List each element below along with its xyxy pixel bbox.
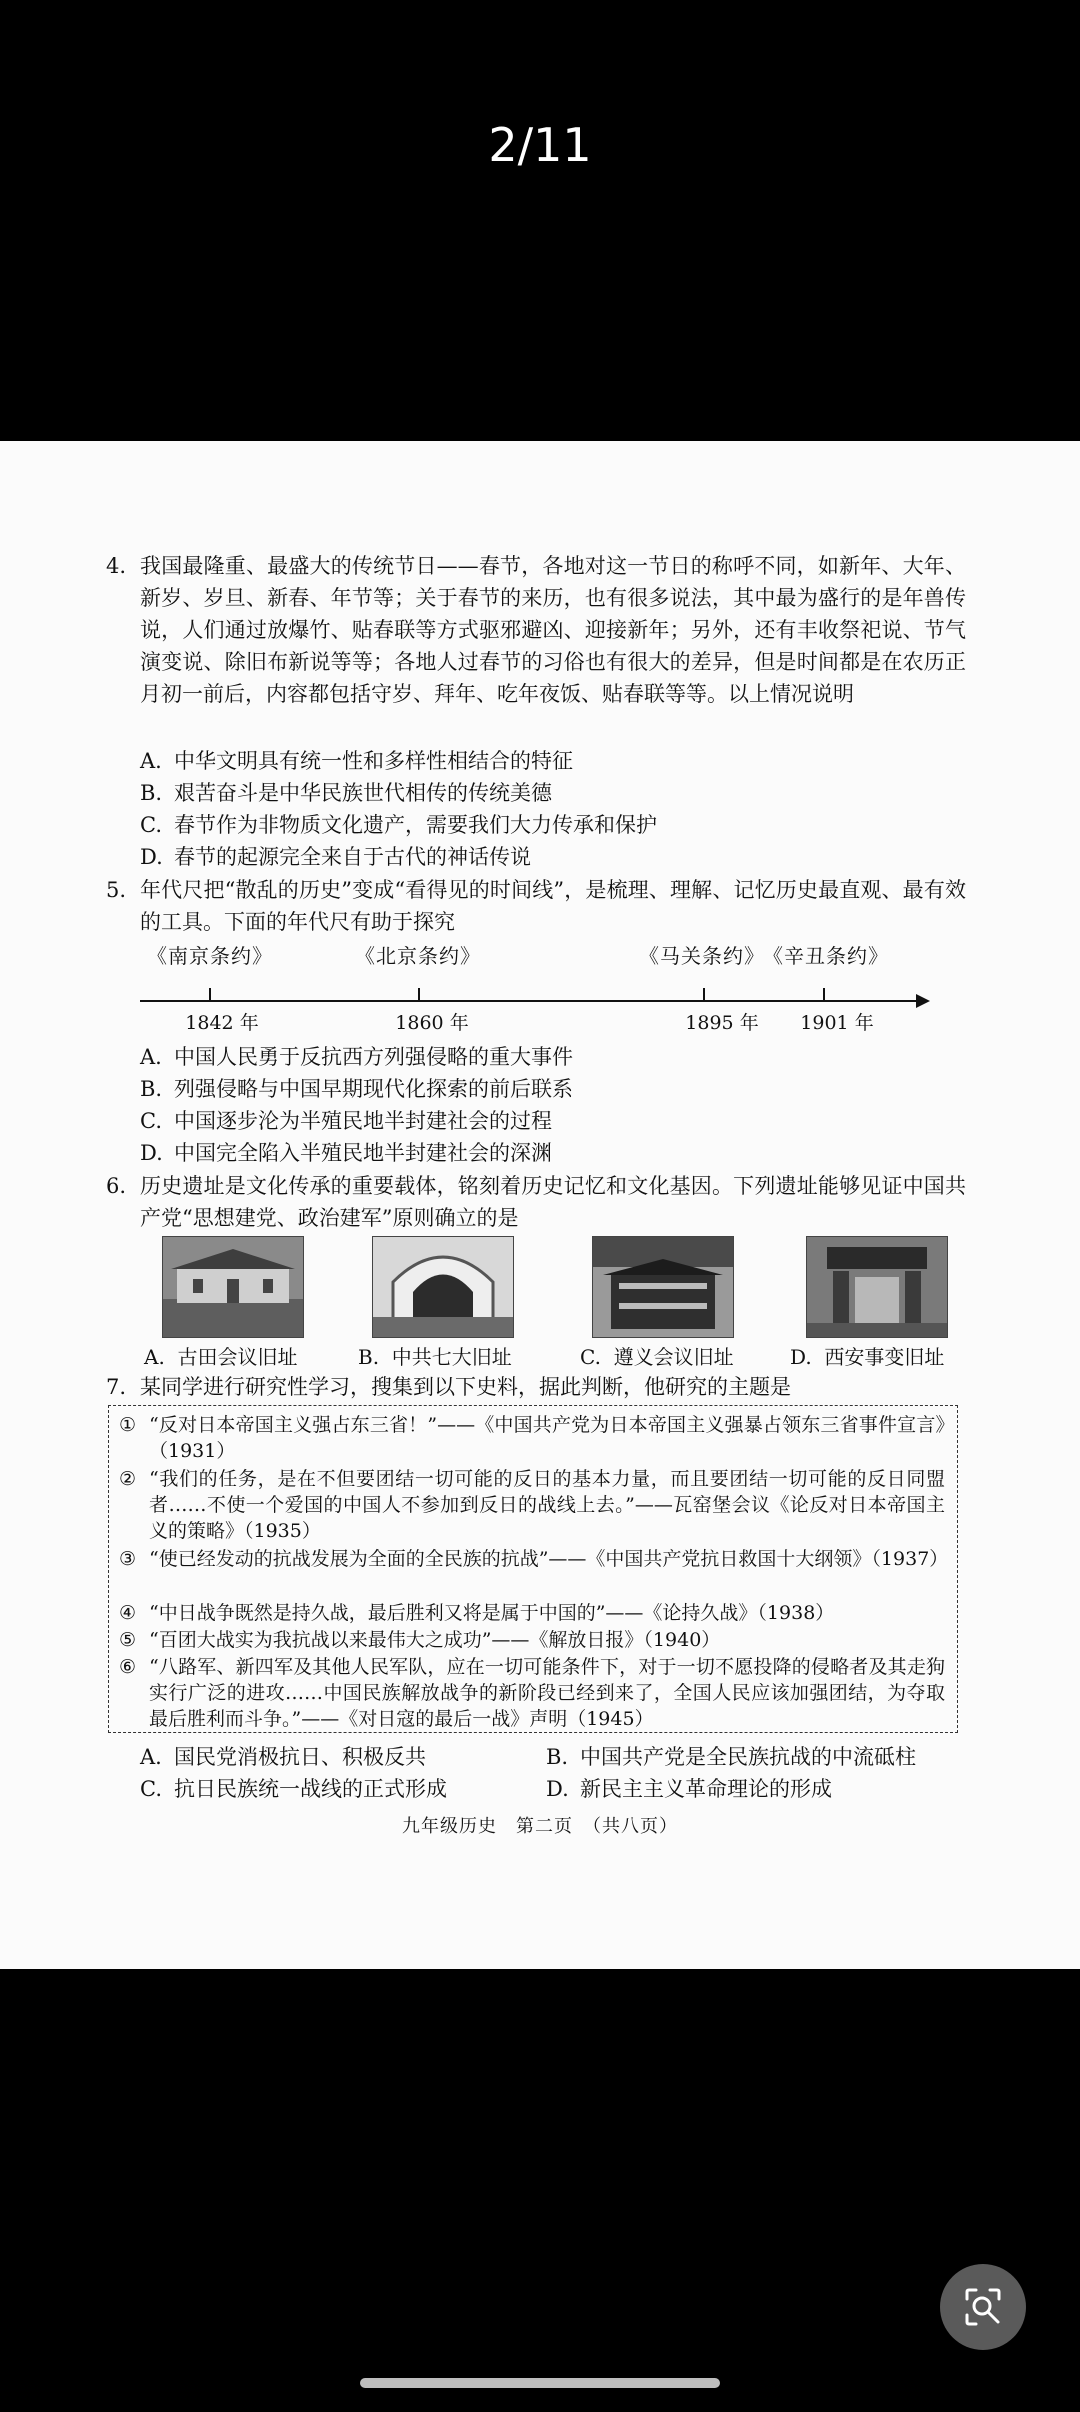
option-text: 艰苦奋斗是中华民族世代相传的传统美德 xyxy=(174,781,552,805)
q6-option-b[interactable] xyxy=(358,1341,512,1370)
image-search-icon xyxy=(940,2264,1026,2350)
question-5 xyxy=(106,874,966,938)
source-item xyxy=(119,1412,945,1464)
timeline-year-label: 1895 年 xyxy=(685,1012,759,1034)
q5-option-a[interactable] xyxy=(140,1041,573,1073)
q6-option-c[interactable] xyxy=(580,1341,734,1370)
timeline-year-label: 1901 年 xyxy=(800,1012,874,1034)
source-number: ③ xyxy=(119,1548,137,1570)
source-number: ⑥ xyxy=(119,1656,137,1678)
option-text: 中国共产党是全民族抗战的中流砥柱 xyxy=(580,1745,916,1769)
q5-option-b[interactable] xyxy=(140,1073,573,1105)
photo-zunyi-site xyxy=(592,1236,734,1338)
option-text: 遵义会议旧址 xyxy=(613,1345,734,1369)
exam-page xyxy=(0,441,1080,1969)
question-text: 我国最隆重、最盛大的传统节日——春节，各地对这一节日的称呼不同，如新年、大年、新岁、岁旦、新春、年节等；关于春节的来历，也有很多说法，其中最为盛行的是年兽传说，人们通过放爆竹、贴春联等方式驱邪避凶、迎接新年；另外，还有丰收祭祀说、节气演变说、除旧布新说等等；各地人过春节的习俗也有很大的差异，但是时间都是在农历正月初一前后，内容都包括守岁、拜年、吃年夜饭、贴春联等等。以上情况说明 xyxy=(140,554,966,706)
timeline-tick xyxy=(823,988,825,1001)
option-letter: D. xyxy=(546,1777,569,1801)
option-text: 春节作为非物质文化遗产，需要我们大力传承和保护 xyxy=(174,813,657,837)
question-4 xyxy=(106,550,966,710)
home-indicator[interactable] xyxy=(360,2378,720,2388)
option-letter: C. xyxy=(140,1777,162,1801)
photo-seventh-congress-site xyxy=(372,1236,514,1338)
source-text: “百团大战实为我抗战以来最伟大之成功”——《解放日报》（1940） xyxy=(149,1629,721,1651)
source-item xyxy=(119,1654,945,1732)
source-materials-box xyxy=(108,1405,958,1733)
source-number: ① xyxy=(119,1414,137,1436)
option-letter: C. xyxy=(140,1109,162,1133)
photo-xian-incident-site xyxy=(806,1236,948,1338)
question-number: 6. xyxy=(106,1174,127,1198)
source-text: “使已经发动的抗战发展为全面的全民族的抗战”——《中国共产党抗日救国十大纲领》（1937） xyxy=(149,1548,949,1570)
option-letter: B. xyxy=(140,1077,163,1101)
source-number: ④ xyxy=(119,1602,137,1624)
timeline-treaty-label: 《辛丑条约》 xyxy=(763,944,889,968)
source-item xyxy=(119,1600,945,1626)
option-text: 中华文明具有统一性和多样性相结合的特征 xyxy=(174,749,573,773)
option-text: 古田会议旧址 xyxy=(177,1345,298,1369)
timeline-year-label: 1860 年 xyxy=(395,1012,469,1034)
page-footer: 九年级历史 第二页 （共八页） xyxy=(402,1816,678,1837)
q6-option-a[interactable] xyxy=(144,1341,298,1370)
q4-option-b[interactable] xyxy=(140,777,552,809)
timeline-axis xyxy=(140,1000,920,1002)
q5-option-c[interactable] xyxy=(140,1105,552,1137)
option-text: 西安事变旧址 xyxy=(824,1345,945,1369)
question-text: 历史遗址是文化传承的重要载体，铭刻着历史记忆和文化基因。下列遗址能够见证中国共产党“思想建党、政治建军”原则确立的是 xyxy=(140,1174,966,1230)
source-number: ⑤ xyxy=(119,1629,137,1651)
timeline-treaty-label: 《北京条约》 xyxy=(355,944,481,968)
timeline xyxy=(136,940,936,1034)
option-letter: A. xyxy=(140,1045,162,1069)
timeline-treaty-label: 《南京条约》 xyxy=(147,944,273,968)
source-text: “我们的任务，是在不但要团结一切可能的反日的基本力量，而且要团结一切可能的反日同盟者……不使一个爱国的中国人不参加到反日的战线上去。”——瓦窑堡会议《论反对日本帝国主义的策略》（1935） xyxy=(149,1468,945,1542)
source-item xyxy=(119,1627,945,1653)
question-7 xyxy=(106,1371,966,1403)
q7-option-d[interactable] xyxy=(546,1773,832,1805)
option-letter: B. xyxy=(358,1345,380,1369)
q4-option-a[interactable] xyxy=(140,745,573,777)
question-number: 7. xyxy=(106,1375,127,1399)
option-text: 中共七大旧址 xyxy=(391,1345,512,1369)
option-letter: D. xyxy=(790,1345,812,1369)
option-letter: A. xyxy=(140,749,162,773)
q7-option-b[interactable] xyxy=(546,1741,916,1773)
option-letter: B. xyxy=(140,781,163,805)
question-number: 4. xyxy=(106,554,127,578)
source-text: “八路军、新四军及其他人民军队，应在一切可能条件下，对于一切不愿投降的侵略者及其走狗实行广泛的进攻……中国民族解放战争的新阶段已经到来了，全国人民应该加强团结，为夺取最后胜利而斗争。”——《对日寇的最后一战》声明（1945） xyxy=(149,1656,945,1730)
option-letter: C. xyxy=(580,1345,601,1369)
option-letter: A. xyxy=(140,1745,162,1769)
source-item xyxy=(119,1466,945,1544)
option-text: 新民主主义革命理论的形成 xyxy=(580,1777,832,1801)
option-text: 中国完全陷入半殖民地半封建社会的深渊 xyxy=(174,1141,552,1165)
image-search-button[interactable] xyxy=(940,2264,1026,2350)
option-text: 中国人民勇于反抗西方列强侵略的重大事件 xyxy=(174,1045,573,1069)
source-text: “反对日本帝国主义强占东三省！”——《中国共产党为日本帝国主义强暴占领东三省事件宣言》（1931） xyxy=(149,1414,945,1462)
source-number: ② xyxy=(119,1468,137,1490)
q4-option-d[interactable] xyxy=(140,841,531,873)
source-text: “中日战争既然是持久战，最后胜利又将是属于中国的”——《论持久战》（1938） xyxy=(149,1602,835,1624)
option-letter: A. xyxy=(144,1345,165,1369)
question-text: 年代尺把“散乱的历史”变成“看得见的时间线”，是梳理、理解、记忆历史最直观、最有效的工具。下面的年代尺有助于探究 xyxy=(140,878,966,934)
q7-option-c[interactable] xyxy=(140,1773,447,1805)
q4-option-c[interactable] xyxy=(140,809,657,841)
question-6 xyxy=(106,1170,966,1234)
option-letter: D. xyxy=(140,1141,163,1165)
option-text: 中国逐步沦为半殖民地半封建社会的过程 xyxy=(174,1109,552,1133)
option-letter: B. xyxy=(546,1745,569,1769)
option-letter: C. xyxy=(140,813,162,837)
timeline-tick xyxy=(209,988,211,1001)
photo-gutian-site xyxy=(162,1236,304,1338)
source-item xyxy=(119,1546,949,1572)
option-text: 国民党消极抗日、积极反共 xyxy=(174,1745,426,1769)
option-text: 抗日民族统一战线的正式形成 xyxy=(174,1777,447,1801)
option-letter: D. xyxy=(140,845,163,869)
q6-option-d[interactable] xyxy=(790,1341,944,1370)
option-text: 列强侵略与中国早期现代化探索的前后联系 xyxy=(174,1077,573,1101)
question-text: 某同学进行研究性学习，搜集到以下史料，据此判断，他研究的主题是 xyxy=(140,1375,791,1399)
q5-option-d[interactable] xyxy=(140,1137,552,1169)
timeline-treaty-label: 《马关条约》 xyxy=(639,944,765,968)
option-text: 春节的起源完全来自于古代的神话传说 xyxy=(174,845,531,869)
arrow-right-icon xyxy=(916,994,930,1008)
timeline-year-label: 1842 年 xyxy=(185,1012,259,1034)
q7-option-a[interactable] xyxy=(140,1741,426,1773)
timeline-tick xyxy=(418,988,420,1001)
question-number: 5. xyxy=(106,878,127,902)
timeline-tick xyxy=(703,988,705,1001)
page-counter: 2/11 xyxy=(488,118,592,172)
